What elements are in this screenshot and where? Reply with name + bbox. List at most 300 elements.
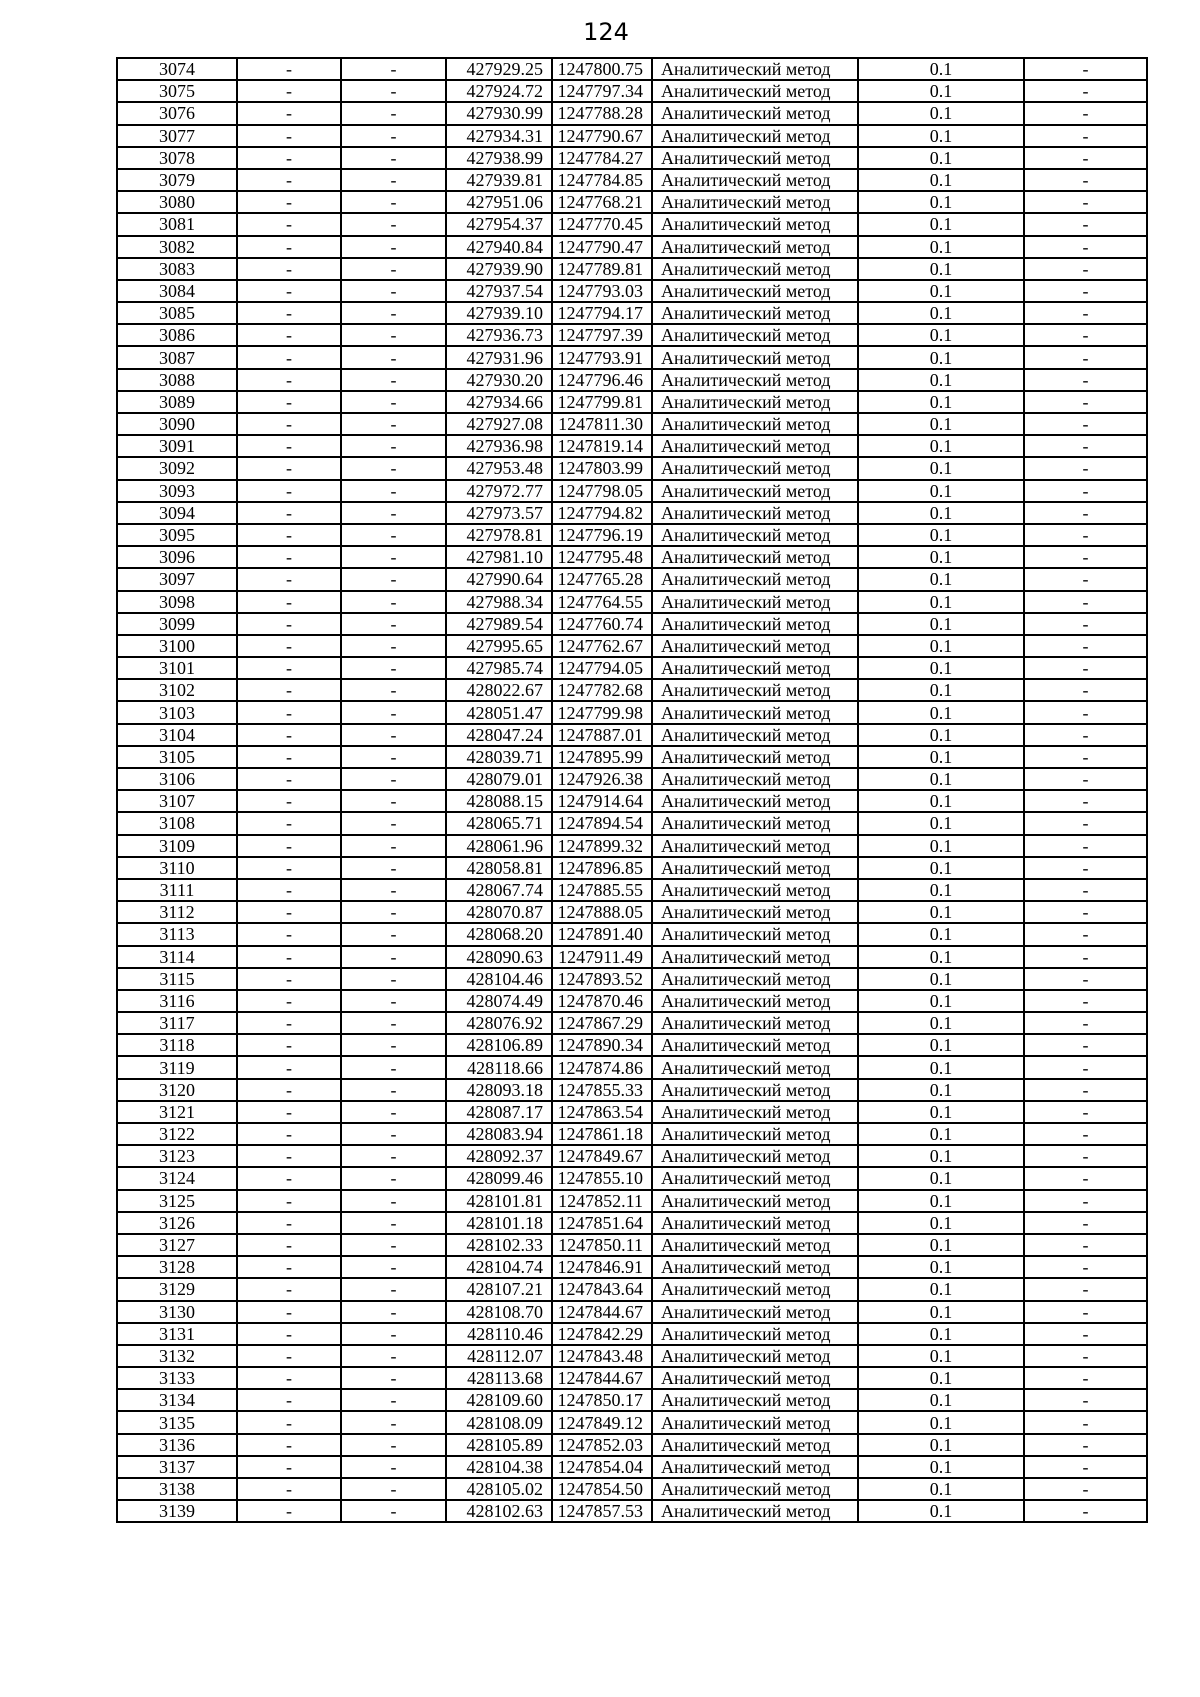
point-number-cell: 3085	[117, 302, 237, 324]
table-row	[117, 1256, 1147, 1278]
y-coordinate-cell: 1247798.05	[552, 480, 652, 502]
dash-cell-3: -	[1024, 591, 1147, 613]
dash-cell-3: -	[1024, 746, 1147, 768]
dash-cell-1: -	[237, 1145, 341, 1167]
point-number-cell: 3076	[117, 102, 237, 124]
table-row	[117, 236, 1147, 258]
dash-cell-1: -	[237, 1278, 341, 1300]
dash-cell-2: -	[341, 147, 446, 169]
y-coordinate-cell: 1247784.85	[552, 169, 652, 191]
table-row	[117, 1456, 1147, 1478]
method-cell: Аналитический метод	[652, 1411, 858, 1433]
x-coordinate-cell: 428104.38	[446, 1456, 552, 1478]
table-row	[117, 990, 1147, 1012]
dash-cell-1: -	[237, 812, 341, 834]
method-cell: Аналитический метод	[652, 1167, 858, 1189]
precision-cell: 0.1	[858, 1278, 1024, 1300]
method-cell: Аналитический метод	[652, 1301, 858, 1323]
dash-cell-1: -	[237, 147, 341, 169]
dash-cell-2: -	[341, 1079, 446, 1101]
point-number-cell: 3105	[117, 746, 237, 768]
dash-cell-1: -	[237, 1234, 341, 1256]
dash-cell-3: -	[1024, 324, 1147, 346]
dash-cell-1: -	[237, 1034, 341, 1056]
precision-cell: 0.1	[858, 591, 1024, 613]
dash-cell-2: -	[341, 1167, 446, 1189]
precision-cell: 0.1	[858, 1012, 1024, 1034]
y-coordinate-cell: 1247855.33	[552, 1079, 652, 1101]
point-number-cell: 3087	[117, 346, 237, 368]
dash-cell-2: -	[341, 1345, 446, 1367]
y-coordinate-cell: 1247819.14	[552, 435, 652, 457]
x-coordinate-cell: 427978.81	[446, 524, 552, 546]
method-cell: Аналитический метод	[652, 635, 858, 657]
precision-cell: 0.1	[858, 58, 1024, 80]
precision-cell: 0.1	[858, 701, 1024, 723]
y-coordinate-cell: 1247800.75	[552, 58, 652, 80]
x-coordinate-cell: 428105.02	[446, 1478, 552, 1500]
dash-cell-3: -	[1024, 990, 1147, 1012]
x-coordinate-cell: 428067.74	[446, 879, 552, 901]
x-coordinate-cell: 428109.60	[446, 1389, 552, 1411]
method-cell: Аналитический метод	[652, 1212, 858, 1234]
y-coordinate-cell: 1247843.64	[552, 1278, 652, 1300]
point-number-cell: 3134	[117, 1389, 237, 1411]
dash-cell-2: -	[341, 1389, 446, 1411]
dash-cell-2: -	[341, 1278, 446, 1300]
dash-cell-1: -	[237, 857, 341, 879]
y-coordinate-cell: 1247843.48	[552, 1345, 652, 1367]
precision-cell: 0.1	[858, 1389, 1024, 1411]
method-cell: Аналитический метод	[652, 213, 858, 235]
method-cell: Аналитический метод	[652, 1145, 858, 1167]
y-coordinate-cell: 1247863.54	[552, 1101, 652, 1123]
y-coordinate-cell: 1247799.98	[552, 701, 652, 723]
y-coordinate-cell: 1247794.82	[552, 502, 652, 524]
point-number-cell: 3083	[117, 258, 237, 280]
dash-cell-3: -	[1024, 1145, 1147, 1167]
dash-cell-1: -	[237, 524, 341, 546]
dash-cell-3: -	[1024, 369, 1147, 391]
method-cell: Аналитический метод	[652, 1278, 858, 1300]
table-row	[117, 679, 1147, 701]
dash-cell-2: -	[341, 280, 446, 302]
dash-cell-2: -	[341, 1434, 446, 1456]
method-cell: Аналитический метод	[652, 457, 858, 479]
method-cell: Аналитический метод	[652, 58, 858, 80]
method-cell: Аналитический метод	[652, 746, 858, 768]
dash-cell-1: -	[237, 1212, 341, 1234]
x-coordinate-cell: 428102.63	[446, 1500, 552, 1522]
point-number-cell: 3075	[117, 80, 237, 102]
dash-cell-1: -	[237, 946, 341, 968]
point-number-cell: 3078	[117, 147, 237, 169]
x-coordinate-cell: 428068.20	[446, 923, 552, 945]
method-cell: Аналитический метод	[652, 502, 858, 524]
precision-cell: 0.1	[858, 1056, 1024, 1078]
y-coordinate-cell: 1247764.55	[552, 591, 652, 613]
dash-cell-2: -	[341, 879, 446, 901]
dash-cell-2: -	[341, 413, 446, 435]
precision-cell: 0.1	[858, 923, 1024, 945]
dash-cell-1: -	[237, 58, 341, 80]
y-coordinate-cell: 1247796.46	[552, 369, 652, 391]
point-number-cell: 3088	[117, 369, 237, 391]
precision-cell: 0.1	[858, 990, 1024, 1012]
x-coordinate-cell: 428065.71	[446, 812, 552, 834]
table-row	[117, 1389, 1147, 1411]
table-row	[117, 812, 1147, 834]
dash-cell-1: -	[237, 546, 341, 568]
y-coordinate-cell: 1247768.21	[552, 191, 652, 213]
dash-cell-3: -	[1024, 524, 1147, 546]
dash-cell-1: -	[237, 835, 341, 857]
dash-cell-2: -	[341, 391, 446, 413]
dash-cell-2: -	[341, 635, 446, 657]
x-coordinate-cell: 428079.01	[446, 768, 552, 790]
x-coordinate-cell: 428061.96	[446, 835, 552, 857]
method-cell: Аналитический метод	[652, 968, 858, 990]
table-row	[117, 968, 1147, 990]
page-number: 124	[583, 18, 629, 46]
precision-cell: 0.1	[858, 679, 1024, 701]
x-coordinate-cell: 427951.06	[446, 191, 552, 213]
precision-cell: 0.1	[858, 391, 1024, 413]
x-coordinate-cell: 428047.24	[446, 724, 552, 746]
precision-cell: 0.1	[858, 1500, 1024, 1522]
dash-cell-2: -	[341, 1411, 446, 1433]
method-cell: Аналитический метод	[652, 480, 858, 502]
precision-cell: 0.1	[858, 1212, 1024, 1234]
point-number-cell: 3124	[117, 1167, 237, 1189]
dash-cell-2: -	[341, 524, 446, 546]
table-row	[117, 324, 1147, 346]
y-coordinate-cell: 1247911.49	[552, 946, 652, 968]
dash-cell-3: -	[1024, 790, 1147, 812]
dash-cell-3: -	[1024, 879, 1147, 901]
y-coordinate-cell: 1247852.11	[552, 1190, 652, 1212]
point-number-cell: 3135	[117, 1411, 237, 1433]
dash-cell-2: -	[341, 657, 446, 679]
table-row	[117, 746, 1147, 768]
dash-cell-2: -	[341, 80, 446, 102]
dash-cell-1: -	[237, 369, 341, 391]
method-cell: Аналитический метод	[652, 524, 858, 546]
x-coordinate-cell: 427953.48	[446, 457, 552, 479]
point-number-cell: 3123	[117, 1145, 237, 1167]
dash-cell-2: -	[341, 457, 446, 479]
dash-cell-2: -	[341, 324, 446, 346]
table-row	[117, 1278, 1147, 1300]
method-cell: Аналитический метод	[652, 923, 858, 945]
table-row	[117, 391, 1147, 413]
dash-cell-2: -	[341, 613, 446, 635]
x-coordinate-cell: 427924.72	[446, 80, 552, 102]
method-cell: Аналитический метод	[652, 879, 858, 901]
precision-cell: 0.1	[858, 457, 1024, 479]
y-coordinate-cell: 1247887.01	[552, 724, 652, 746]
table-row	[117, 1234, 1147, 1256]
method-cell: Аналитический метод	[652, 324, 858, 346]
y-coordinate-cell: 1247796.19	[552, 524, 652, 546]
dash-cell-2: -	[341, 1123, 446, 1145]
dash-cell-2: -	[341, 1500, 446, 1522]
table-row	[117, 1212, 1147, 1234]
y-coordinate-cell: 1247797.34	[552, 80, 652, 102]
y-coordinate-cell: 1247793.03	[552, 280, 652, 302]
dash-cell-2: -	[341, 1367, 446, 1389]
x-coordinate-cell: 428104.74	[446, 1256, 552, 1278]
dash-cell-3: -	[1024, 1190, 1147, 1212]
precision-cell: 0.1	[858, 191, 1024, 213]
dash-cell-1: -	[237, 1456, 341, 1478]
point-number-cell: 3130	[117, 1301, 237, 1323]
x-coordinate-cell: 427939.81	[446, 169, 552, 191]
x-coordinate-cell: 428104.46	[446, 968, 552, 990]
x-coordinate-cell: 427939.10	[446, 302, 552, 324]
dash-cell-1: -	[237, 635, 341, 657]
dash-cell-3: -	[1024, 923, 1147, 945]
point-number-cell: 3081	[117, 213, 237, 235]
point-number-cell: 3098	[117, 591, 237, 613]
dash-cell-3: -	[1024, 1278, 1147, 1300]
dash-cell-1: -	[237, 1500, 341, 1522]
point-number-cell: 3129	[117, 1278, 237, 1300]
point-number-cell: 3120	[117, 1079, 237, 1101]
table-row	[117, 657, 1147, 679]
x-coordinate-cell: 427988.34	[446, 591, 552, 613]
precision-cell: 0.1	[858, 80, 1024, 102]
dash-cell-1: -	[237, 480, 341, 502]
method-cell: Аналитический метод	[652, 901, 858, 923]
method-cell: Аналитический метод	[652, 657, 858, 679]
table-row	[117, 546, 1147, 568]
y-coordinate-cell: 1247861.18	[552, 1123, 652, 1145]
dash-cell-2: -	[341, 1478, 446, 1500]
y-coordinate-cell: 1247784.27	[552, 147, 652, 169]
dash-cell-3: -	[1024, 1411, 1147, 1433]
x-coordinate-cell: 428088.15	[446, 790, 552, 812]
y-coordinate-cell: 1247854.50	[552, 1478, 652, 1500]
point-number-cell: 3118	[117, 1034, 237, 1056]
table-row	[117, 480, 1147, 502]
dash-cell-3: -	[1024, 58, 1147, 80]
dash-cell-3: -	[1024, 346, 1147, 368]
method-cell: Аналитический метод	[652, 1012, 858, 1034]
dash-cell-3: -	[1024, 413, 1147, 435]
dash-cell-1: -	[237, 1323, 341, 1345]
point-number-cell: 3116	[117, 990, 237, 1012]
dash-cell-2: -	[341, 546, 446, 568]
x-coordinate-cell: 428112.07	[446, 1345, 552, 1367]
method-cell: Аналитический метод	[652, 1056, 858, 1078]
dash-cell-3: -	[1024, 1012, 1147, 1034]
x-coordinate-cell: 428074.49	[446, 990, 552, 1012]
table-row	[117, 191, 1147, 213]
dash-cell-3: -	[1024, 102, 1147, 124]
dash-cell-3: -	[1024, 302, 1147, 324]
method-cell: Аналитический метод	[652, 1034, 858, 1056]
dash-cell-3: -	[1024, 635, 1147, 657]
x-coordinate-cell: 428087.17	[446, 1101, 552, 1123]
precision-cell: 0.1	[858, 768, 1024, 790]
dash-cell-1: -	[237, 790, 341, 812]
coordinates-table	[116, 57, 1148, 1523]
x-coordinate-cell: 428039.71	[446, 746, 552, 768]
dash-cell-1: -	[237, 1079, 341, 1101]
point-number-cell: 3117	[117, 1012, 237, 1034]
precision-cell: 0.1	[858, 1256, 1024, 1278]
table-row	[117, 835, 1147, 857]
dash-cell-1: -	[237, 724, 341, 746]
precision-cell: 0.1	[858, 480, 1024, 502]
dash-cell-1: -	[237, 1411, 341, 1433]
dash-cell-3: -	[1024, 457, 1147, 479]
precision-cell: 0.1	[858, 1079, 1024, 1101]
point-number-cell: 3097	[117, 568, 237, 590]
y-coordinate-cell: 1247846.91	[552, 1256, 652, 1278]
table-row	[117, 1411, 1147, 1433]
dash-cell-3: -	[1024, 1256, 1147, 1278]
table-row	[117, 147, 1147, 169]
point-number-cell: 3106	[117, 768, 237, 790]
method-cell: Аналитический метод	[652, 435, 858, 457]
method-cell: Аналитический метод	[652, 280, 858, 302]
x-coordinate-cell: 427936.98	[446, 435, 552, 457]
precision-cell: 0.1	[858, 1190, 1024, 1212]
dash-cell-3: -	[1024, 724, 1147, 746]
table-row	[117, 369, 1147, 391]
dash-cell-1: -	[237, 280, 341, 302]
dash-cell-2: -	[341, 679, 446, 701]
point-number-cell: 3113	[117, 923, 237, 945]
precision-cell: 0.1	[858, 1411, 1024, 1433]
x-coordinate-cell: 427931.96	[446, 346, 552, 368]
method-cell: Аналитический метод	[652, 701, 858, 723]
dash-cell-2: -	[341, 746, 446, 768]
precision-cell: 0.1	[858, 1345, 1024, 1367]
dash-cell-3: -	[1024, 1123, 1147, 1145]
method-cell: Аналитический метод	[652, 1101, 858, 1123]
dash-cell-3: -	[1024, 1323, 1147, 1345]
precision-cell: 0.1	[858, 1034, 1024, 1056]
precision-cell: 0.1	[858, 746, 1024, 768]
x-coordinate-cell: 427930.20	[446, 369, 552, 391]
dash-cell-2: -	[341, 169, 446, 191]
precision-cell: 0.1	[858, 946, 1024, 968]
dash-cell-1: -	[237, 324, 341, 346]
dash-cell-1: -	[237, 435, 341, 457]
dash-cell-2: -	[341, 1101, 446, 1123]
x-coordinate-cell: 428106.89	[446, 1034, 552, 1056]
method-cell: Аналитический метод	[652, 790, 858, 812]
dash-cell-1: -	[237, 657, 341, 679]
dash-cell-2: -	[341, 369, 446, 391]
x-coordinate-cell: 428092.37	[446, 1145, 552, 1167]
dash-cell-1: -	[237, 502, 341, 524]
x-coordinate-cell: 427938.99	[446, 147, 552, 169]
precision-cell: 0.1	[858, 369, 1024, 391]
y-coordinate-cell: 1247790.67	[552, 125, 652, 147]
y-coordinate-cell: 1247851.64	[552, 1212, 652, 1234]
dash-cell-3: -	[1024, 1367, 1147, 1389]
precision-cell: 0.1	[858, 236, 1024, 258]
dash-cell-2: -	[341, 1012, 446, 1034]
x-coordinate-cell: 427940.84	[446, 236, 552, 258]
point-number-cell: 3093	[117, 480, 237, 502]
point-number-cell: 3119	[117, 1056, 237, 1078]
dash-cell-2: -	[341, 591, 446, 613]
dash-cell-2: -	[341, 1256, 446, 1278]
precision-cell: 0.1	[858, 213, 1024, 235]
dash-cell-1: -	[237, 1256, 341, 1278]
y-coordinate-cell: 1247855.10	[552, 1167, 652, 1189]
table-row	[117, 1034, 1147, 1056]
dash-cell-1: -	[237, 413, 341, 435]
x-coordinate-cell: 427985.74	[446, 657, 552, 679]
dash-cell-2: -	[341, 1034, 446, 1056]
table-row	[117, 591, 1147, 613]
dash-cell-2: -	[341, 812, 446, 834]
y-coordinate-cell: 1247789.81	[552, 258, 652, 280]
point-number-cell: 3086	[117, 324, 237, 346]
method-cell: Аналитический метод	[652, 191, 858, 213]
dash-cell-1: -	[237, 923, 341, 945]
dash-cell-1: -	[237, 80, 341, 102]
method-cell: Аналитический метод	[652, 147, 858, 169]
method-cell: Аналитический метод	[652, 613, 858, 635]
point-number-cell: 3112	[117, 901, 237, 923]
point-number-cell: 3082	[117, 236, 237, 258]
precision-cell: 0.1	[858, 125, 1024, 147]
dash-cell-3: -	[1024, 1212, 1147, 1234]
precision-cell: 0.1	[858, 812, 1024, 834]
precision-cell: 0.1	[858, 1456, 1024, 1478]
y-coordinate-cell: 1247899.32	[552, 835, 652, 857]
dash-cell-2: -	[341, 701, 446, 723]
precision-cell: 0.1	[858, 1145, 1024, 1167]
point-number-cell: 3126	[117, 1212, 237, 1234]
y-coordinate-cell: 1247895.99	[552, 746, 652, 768]
point-number-cell: 3109	[117, 835, 237, 857]
y-coordinate-cell: 1247849.67	[552, 1145, 652, 1167]
precision-cell: 0.1	[858, 568, 1024, 590]
x-coordinate-cell: 428022.67	[446, 679, 552, 701]
y-coordinate-cell: 1247788.28	[552, 102, 652, 124]
table-row	[117, 613, 1147, 635]
table-row	[117, 1012, 1147, 1034]
precision-cell: 0.1	[858, 169, 1024, 191]
point-number-cell: 3091	[117, 435, 237, 457]
dash-cell-1: -	[237, 1434, 341, 1456]
point-number-cell: 3094	[117, 502, 237, 524]
y-coordinate-cell: 1247794.05	[552, 657, 652, 679]
table-row	[117, 724, 1147, 746]
dash-cell-3: -	[1024, 147, 1147, 169]
dash-cell-1: -	[237, 457, 341, 479]
y-coordinate-cell: 1247842.29	[552, 1323, 652, 1345]
y-coordinate-cell: 1247782.68	[552, 679, 652, 701]
table-row	[117, 1190, 1147, 1212]
y-coordinate-cell: 1247885.55	[552, 879, 652, 901]
dash-cell-3: -	[1024, 213, 1147, 235]
x-coordinate-cell: 428070.87	[446, 901, 552, 923]
y-coordinate-cell: 1247794.17	[552, 302, 652, 324]
precision-cell: 0.1	[858, 790, 1024, 812]
dash-cell-3: -	[1024, 80, 1147, 102]
dash-cell-3: -	[1024, 613, 1147, 635]
dash-cell-2: -	[341, 1301, 446, 1323]
